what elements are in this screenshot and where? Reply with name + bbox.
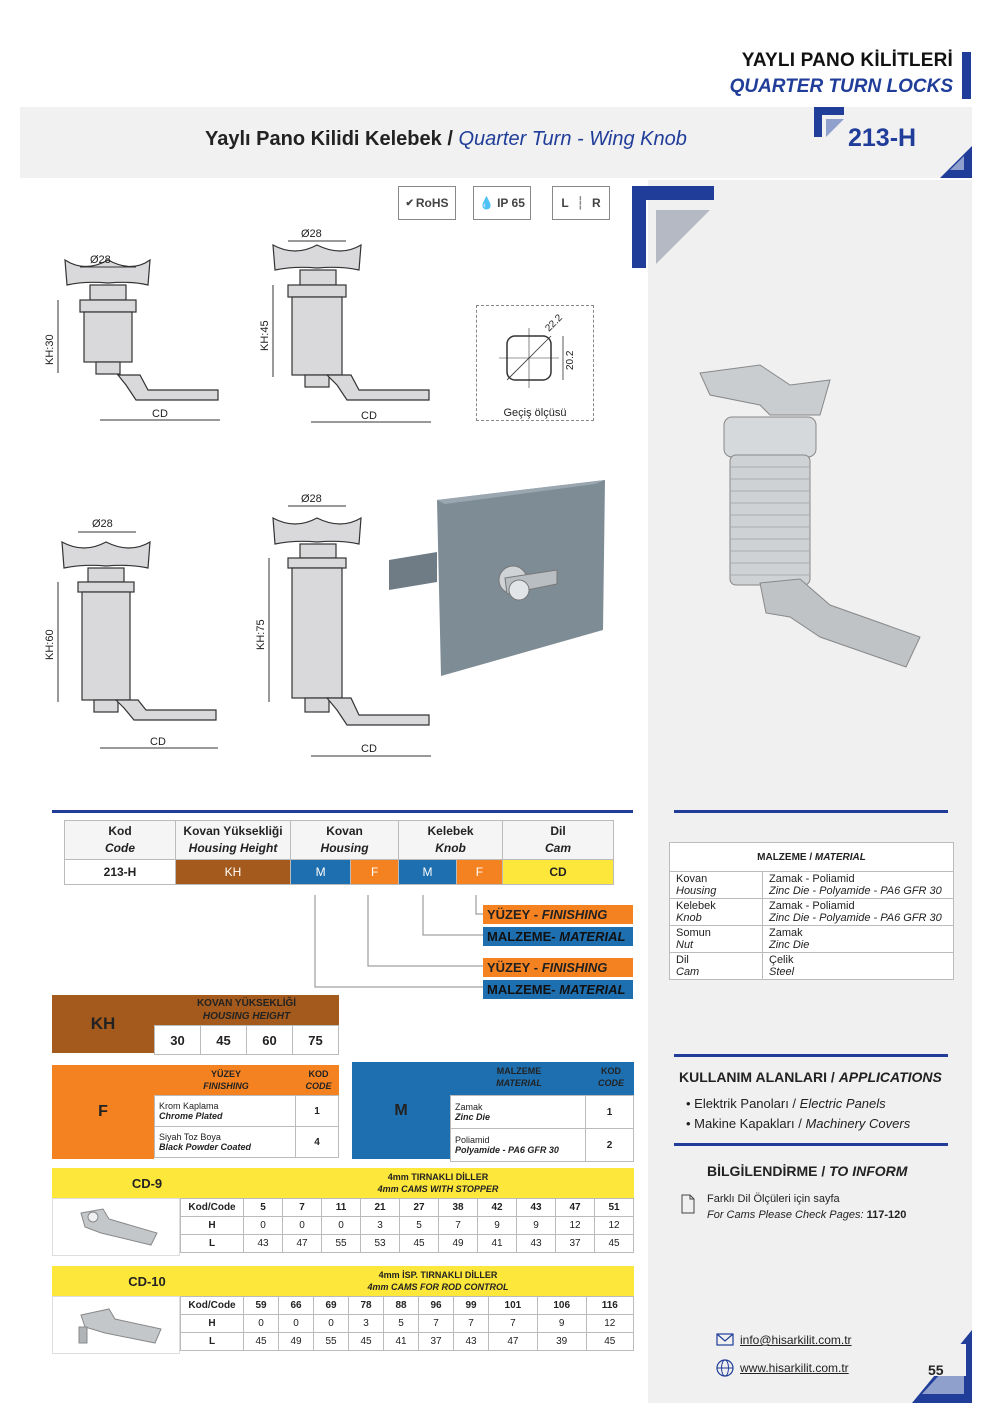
- table-cell: 45: [244, 1333, 279, 1351]
- list-item: • Makine Kapakları / Machinery Covers: [686, 1116, 911, 1131]
- ip65-label: IP 65: [497, 196, 525, 210]
- table-cell: 66: [279, 1297, 314, 1315]
- table-cell: 3: [361, 1217, 400, 1235]
- table-cell: 9: [537, 1315, 586, 1333]
- corner-mark-right-icon: [940, 146, 972, 178]
- connector-lines: [300, 890, 500, 1000]
- m-title: MALZEME MATERIAL: [450, 1062, 588, 1095]
- table-cell: 39: [537, 1333, 586, 1351]
- kh-title: KOVAN YÜKSEKLİĞİ HOUSING HEIGHT: [154, 995, 339, 1025]
- website-link[interactable]: www.hisarkilit.com.tr: [740, 1361, 849, 1375]
- table-cell: 96: [419, 1297, 454, 1315]
- housing-finishing-callout: YÜZEY - FINISHING: [483, 958, 633, 977]
- table-cell: 0: [244, 1315, 279, 1333]
- l-label: L: [181, 1333, 244, 1351]
- finish-option: Krom Kaplama Chrome Plated: [155, 1096, 296, 1127]
- table-cell: 49: [439, 1235, 478, 1253]
- applications-title: KULLANIM ALANLARI / APPLICATIONS: [679, 1069, 942, 1085]
- cd9-image: [52, 1198, 180, 1256]
- page-title-tr: Yaylı Pano Kilidi Kelebek /: [205, 128, 453, 150]
- table-cell: 9: [478, 1217, 517, 1235]
- finish-code: 1: [296, 1096, 339, 1127]
- table-cell: 51: [595, 1199, 634, 1217]
- cd-label: CD: [361, 410, 377, 422]
- cam-cell: CD: [503, 860, 614, 885]
- housing-finishing-cell: F: [351, 860, 399, 885]
- part-material: Zamak Zinc Die: [763, 926, 954, 953]
- m-label: M: [352, 1062, 450, 1159]
- kod-label: Kod/Code: [181, 1199, 244, 1217]
- table-cell: 53: [361, 1235, 400, 1253]
- header-knob: Kelebek Knob: [399, 821, 503, 860]
- inform-title: BİLGİLENDİRME / TO INFORM: [707, 1163, 908, 1179]
- cam-rod-icon: [53, 1297, 179, 1353]
- inform-text: [707, 1191, 906, 1223]
- cd9-table: [180, 1198, 634, 1253]
- table-cell: 42: [478, 1199, 517, 1217]
- housing-material-callout: MALZEME- MATERIAL: [483, 980, 633, 999]
- cutout-label: Geçiş ölçüsü: [503, 407, 567, 419]
- table-cell: 106: [537, 1297, 586, 1315]
- table-cell: 47: [556, 1199, 595, 1217]
- material-option: Poliamid Polyamide - PA6 GFR 30: [451, 1129, 586, 1162]
- table-cell: 5: [384, 1315, 419, 1333]
- table-cell: 55: [314, 1333, 349, 1351]
- table-cell: 43: [454, 1333, 489, 1351]
- header-code: Kod Code: [65, 821, 176, 860]
- cd-label: CD: [361, 743, 377, 755]
- material-table: [669, 842, 954, 980]
- part-name: Kovan Housing: [670, 872, 763, 899]
- kod-label: Kod/Code: [181, 1297, 244, 1315]
- inform-line-2: For Cams Please Check Pages: 117-120: [707, 1209, 907, 1221]
- brand-accent-bar: [962, 52, 971, 99]
- table-cell: 0: [244, 1217, 283, 1235]
- h-label: H: [181, 1315, 244, 1333]
- email-link[interactable]: info@hisarkilit.com.tr: [740, 1333, 852, 1347]
- part-material: Zamak - Poliamid Zinc Die - Polyamide - PA6 GFR 30: [763, 872, 954, 899]
- table-cell: 78: [349, 1297, 384, 1315]
- brand-title-en: QUARTER TURN LOCKS: [729, 76, 953, 97]
- brand-title-tr: YAYLI PANO KİLİTLERİ: [741, 50, 953, 71]
- table-cell: 88: [384, 1297, 419, 1315]
- diameter-label: Ø28: [90, 254, 111, 266]
- part-material: Çelik Steel: [763, 953, 954, 980]
- m-code-title: KOD CODE: [588, 1062, 634, 1095]
- table-cell: 7: [283, 1199, 322, 1217]
- kh30-label: KH:30: [44, 334, 56, 365]
- drawing-kh60: [40, 510, 240, 750]
- table-cell: 27: [400, 1199, 439, 1217]
- header-housing-height: Kovan Yüksekliği Housing Height: [176, 821, 291, 860]
- list-item: • Elektrik Panoları / Electric Panels: [686, 1096, 886, 1111]
- part-name: Dil Cam: [670, 953, 763, 980]
- f-rows: [154, 1095, 339, 1158]
- table-cell: 45: [400, 1235, 439, 1253]
- table-cell: 41: [478, 1235, 517, 1253]
- table-cell: 37: [419, 1333, 454, 1351]
- lr-badge: L ┆ R: [552, 186, 610, 220]
- page-title: [205, 128, 687, 151]
- cd-label: CD: [150, 736, 166, 748]
- water-drop-icon: 💧: [479, 196, 495, 210]
- divider: [52, 810, 633, 813]
- panel-mounted-image: [385, 480, 610, 680]
- table-cell: 47: [489, 1333, 538, 1351]
- globe-icon: [716, 1359, 734, 1377]
- cd10-image: [52, 1296, 180, 1354]
- code-cell: 213-H: [65, 860, 176, 885]
- rohs-icon: ✔: [405, 197, 414, 209]
- sidebar-corner-icon: [632, 186, 714, 268]
- rohs-badge: [398, 186, 456, 220]
- table-cell: 9: [517, 1217, 556, 1235]
- table-cell: 41: [384, 1333, 419, 1351]
- left-hand-label: L: [561, 196, 569, 210]
- material-option: Zamak Zinc Die: [451, 1096, 586, 1129]
- table-cell: 7: [439, 1217, 478, 1235]
- l-label: L: [181, 1235, 244, 1253]
- table-cell: 101: [489, 1297, 538, 1315]
- part-material: Zamak - Poliamid Zinc Die - Polyamide - PA6 GFR 30: [763, 899, 954, 926]
- divider: [674, 1143, 948, 1146]
- code-table: [64, 820, 614, 885]
- cd9-title: 4mm TIRNAKLI DİLLER 4mm CAMS WITH STOPPER: [242, 1168, 634, 1198]
- table-cell: 45: [349, 1333, 384, 1351]
- table-cell: 43: [244, 1235, 283, 1253]
- table-cell: 5: [244, 1199, 283, 1217]
- table-cell: 55: [322, 1235, 361, 1253]
- material-code: 2: [586, 1129, 634, 1162]
- table-cell: 37: [556, 1235, 595, 1253]
- right-hand-label: R: [591, 196, 601, 210]
- material-code: 1: [586, 1096, 634, 1129]
- product-code: 213-H: [848, 124, 917, 152]
- knob-material-cell: M: [399, 860, 457, 885]
- finish-code: 4: [296, 1127, 339, 1158]
- housing-material-cell: M: [291, 860, 351, 885]
- table-cell: 12: [556, 1217, 595, 1235]
- header-cam: Dil Cam: [503, 821, 614, 860]
- table-cell: 3: [349, 1315, 384, 1333]
- kh-value: 45: [201, 1026, 247, 1055]
- kh75-label: KH:75: [255, 619, 267, 650]
- diameter-label: Ø28: [92, 518, 113, 530]
- table-cell: 11: [322, 1199, 361, 1217]
- knob-finishing-callout: YÜZEY - FINISHING: [483, 905, 633, 924]
- h-label: H: [181, 1217, 244, 1235]
- cutout-height: 20.2: [565, 350, 576, 370]
- kh45-label: KH:45: [259, 320, 271, 351]
- table-cell: 21: [361, 1199, 400, 1217]
- cutout-width: 22.2: [543, 312, 565, 335]
- document-icon: [680, 1193, 696, 1215]
- cutout-shape-icon: [477, 306, 593, 402]
- page-number: 55: [928, 1362, 944, 1378]
- f-title: YÜZEY FINISHING: [154, 1065, 298, 1095]
- table-cell: 49: [279, 1333, 314, 1351]
- table-cell: 47: [283, 1235, 322, 1253]
- kh-value: 60: [247, 1026, 293, 1055]
- cam-stopper-icon: [53, 1199, 179, 1255]
- kh-values: [154, 1025, 339, 1055]
- knob-material-callout: MALZEME- MATERIAL: [483, 927, 633, 946]
- table-cell: 12: [586, 1315, 633, 1333]
- table-cell: 59: [244, 1297, 279, 1315]
- diameter-label: Ø28: [301, 228, 322, 240]
- table-cell: 43: [517, 1199, 556, 1217]
- page-title-en: Quarter Turn - Wing Knob: [458, 128, 687, 150]
- kh-value: 30: [155, 1026, 201, 1055]
- table-cell: 45: [586, 1333, 633, 1351]
- finish-option: Siyah Toz Boya Black Powder Coated: [155, 1127, 296, 1158]
- divider: [674, 810, 948, 813]
- f-code-title: KOD CODE: [298, 1065, 339, 1095]
- m-rows: [450, 1095, 634, 1162]
- cd10-table: [180, 1296, 634, 1351]
- part-name: Kelebek Knob: [670, 899, 763, 926]
- table-cell: 69: [314, 1297, 349, 1315]
- applications-list: [686, 1094, 910, 1134]
- divider: [674, 1054, 948, 1057]
- table-cell: 0: [279, 1315, 314, 1333]
- f-label: F: [52, 1065, 154, 1159]
- table-cell: 0: [322, 1217, 361, 1235]
- drawing-kh45: [255, 225, 455, 435]
- part-name: Somun Nut: [670, 926, 763, 953]
- table-cell: 43: [517, 1235, 556, 1253]
- knob-finishing-cell: F: [456, 860, 502, 885]
- header-housing: Kovan Housing: [291, 821, 399, 860]
- table-cell: 0: [314, 1315, 349, 1333]
- table-cell: 38: [439, 1199, 478, 1217]
- table-cell: 7: [454, 1315, 489, 1333]
- product-image: [690, 355, 950, 675]
- ip65-badge: [473, 186, 531, 220]
- table-cell: 99: [454, 1297, 489, 1315]
- kh-cell: KH: [176, 860, 291, 885]
- inform-line-1: Farklı Dil Ölçüleri için sayfa: [707, 1193, 840, 1205]
- table-cell: 7: [419, 1315, 454, 1333]
- drawing-kh30: [40, 225, 240, 435]
- email-icon: [716, 1331, 734, 1347]
- cd9-label: CD-9: [52, 1168, 242, 1198]
- rohs-label: RoHS: [415, 196, 449, 210]
- kh-value: 75: [293, 1026, 339, 1055]
- material-title: MALZEME / MATERIAL: [670, 843, 954, 872]
- table-cell: 12: [595, 1217, 634, 1235]
- cd10-title: 4mm İSP. TIRNAKLI DİLLER 4mm CAMS FOR ROD CONTROL: [242, 1266, 634, 1296]
- diameter-label: Ø28: [301, 493, 322, 505]
- cd10-label: CD-10: [52, 1266, 242, 1296]
- cutout-box: [476, 305, 594, 421]
- table-cell: 7: [489, 1315, 538, 1333]
- table-cell: 0: [283, 1217, 322, 1235]
- table-cell: 116: [586, 1297, 633, 1315]
- kh-label: KH: [52, 995, 154, 1053]
- table-cell: 45: [595, 1235, 634, 1253]
- cd-label: CD: [152, 408, 168, 420]
- kh60-label: KH:60: [44, 629, 56, 660]
- table-cell: 5: [400, 1217, 439, 1235]
